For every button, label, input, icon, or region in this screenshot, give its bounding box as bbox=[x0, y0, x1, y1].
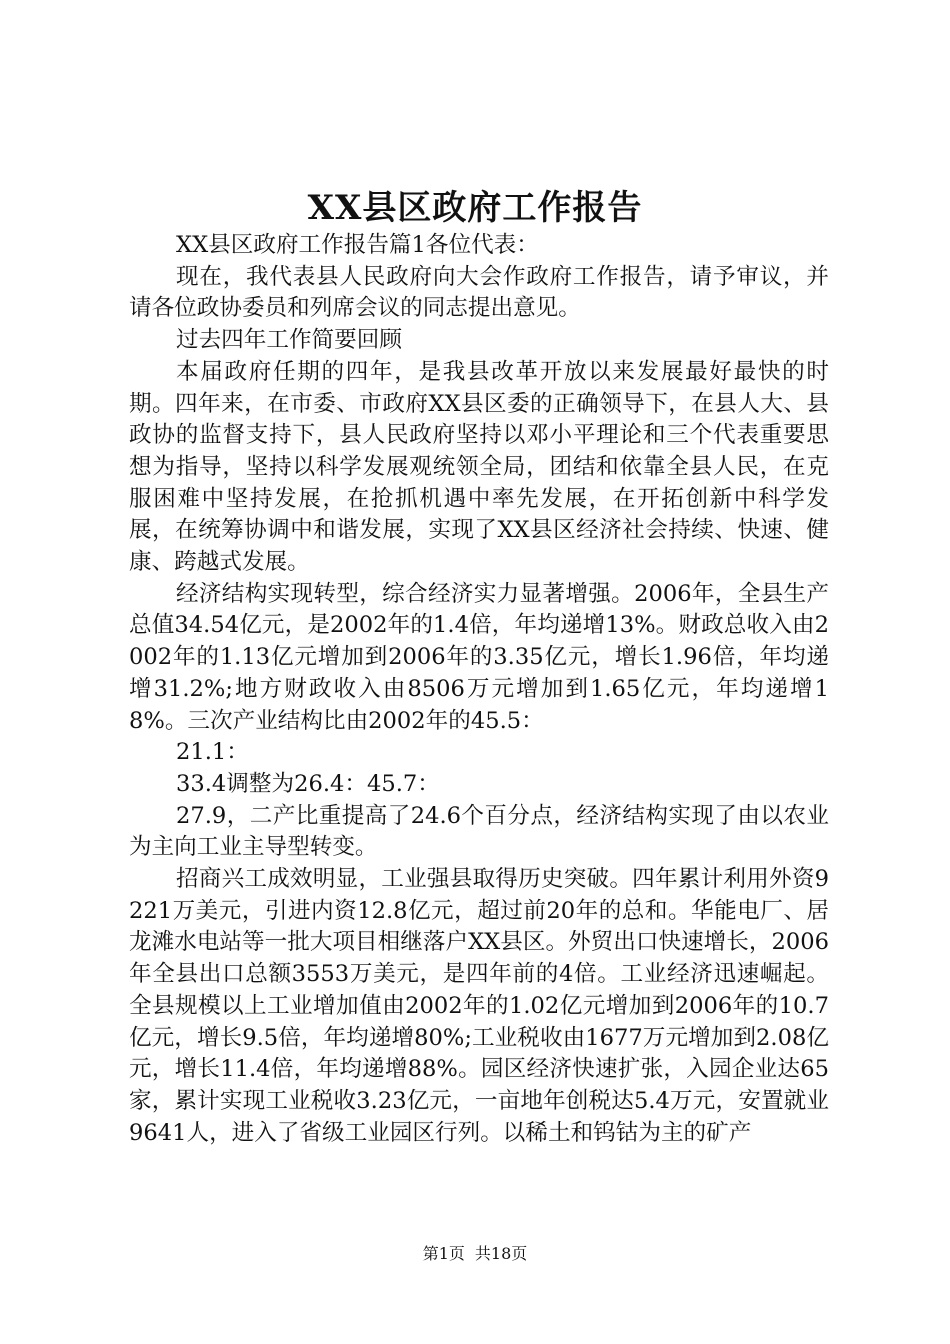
paragraph: 33.4调整为26.4：45.7： bbox=[176, 770, 440, 797]
paragraph: XX县区政府工作报告篇1各位代表： bbox=[176, 232, 539, 258]
paragraph: 过去四年工作简要回顾 bbox=[176, 327, 402, 354]
document-body bbox=[129, 230, 829, 1149]
document-title: XX县区政府工作报告 bbox=[307, 188, 643, 228]
paragraph: 招商兴工成效明显，工业强县取得历史突破。四年累计利用外资9221万美元，引进内资12.8亿元，超过前20年的总和。华能电厂、居龙滩水电站等一批大项目相继落户XX县区。外贸出口快速增长，2006年全县出口总额3553万美元，是四年前的4倍。工业经济迅速崛起。全县规模以上工业增加值由2002年的1.02亿元增加到2006年的10.7亿元，增长9.5倍，年均递增80%;工业税收由1677万元增加到2.08亿元，增长11.4倍，年均递增88%。园区经济快速扩张，入园企业达65家，累计实现工业税收3.23亿元，一亩地年创税达5.4万元，安置就业9641人，进入了省级工业园区行列。以稀土和钨钴为主的矿产 bbox=[129, 866, 829, 1146]
paragraph: 21.1： bbox=[176, 739, 249, 766]
page-number: 第1页 bbox=[422, 1244, 465, 1263]
page-footer bbox=[0, 1243, 950, 1265]
paragraph: 27.9，二产比重提高了24.6个百分点，经济结构实现了由以农业为主向工业主导型转变。 bbox=[129, 802, 829, 861]
paragraph: 现在，我代表县人民政府向大会作政府工作报告，请予审议，并请各位政协委员和列席会议的同志提出意见。 bbox=[129, 263, 829, 322]
paragraph: 本届政府任期的四年，是我县改革开放以来发展最好最快的时期。四年来，在市委、市政府XX县区委的正确领导下，在县人大、县政协的监督支持下，县人民政府坚持以邓小平理论和三个代表重要思想为指导，坚持以科学发展观统领全局，团结和依靠全县人民，在克服困难中坚持发展，在抢抓机遇中率先发展，在开拓创新中科学发展，在统筹协调中和谐发展，实现了XX县区经济社会持续、快速、健康、跨越式发展。 bbox=[129, 358, 829, 576]
page-total: 共18页 bbox=[474, 1244, 528, 1263]
paragraph: 经济结构实现转型，综合经济实力显著增强。2006年，全县生产总值34.54亿元，是2002年的1.4倍，年均递增13%。财政总收入由2002年的1.13亿元增加到2006年的3.35亿元，增长1.96倍，年均递增31.2%;地方财政收入由8506万元增加到1.65亿元，年均递增18%。三次产业结构比由2002年的45.5： bbox=[129, 580, 829, 734]
